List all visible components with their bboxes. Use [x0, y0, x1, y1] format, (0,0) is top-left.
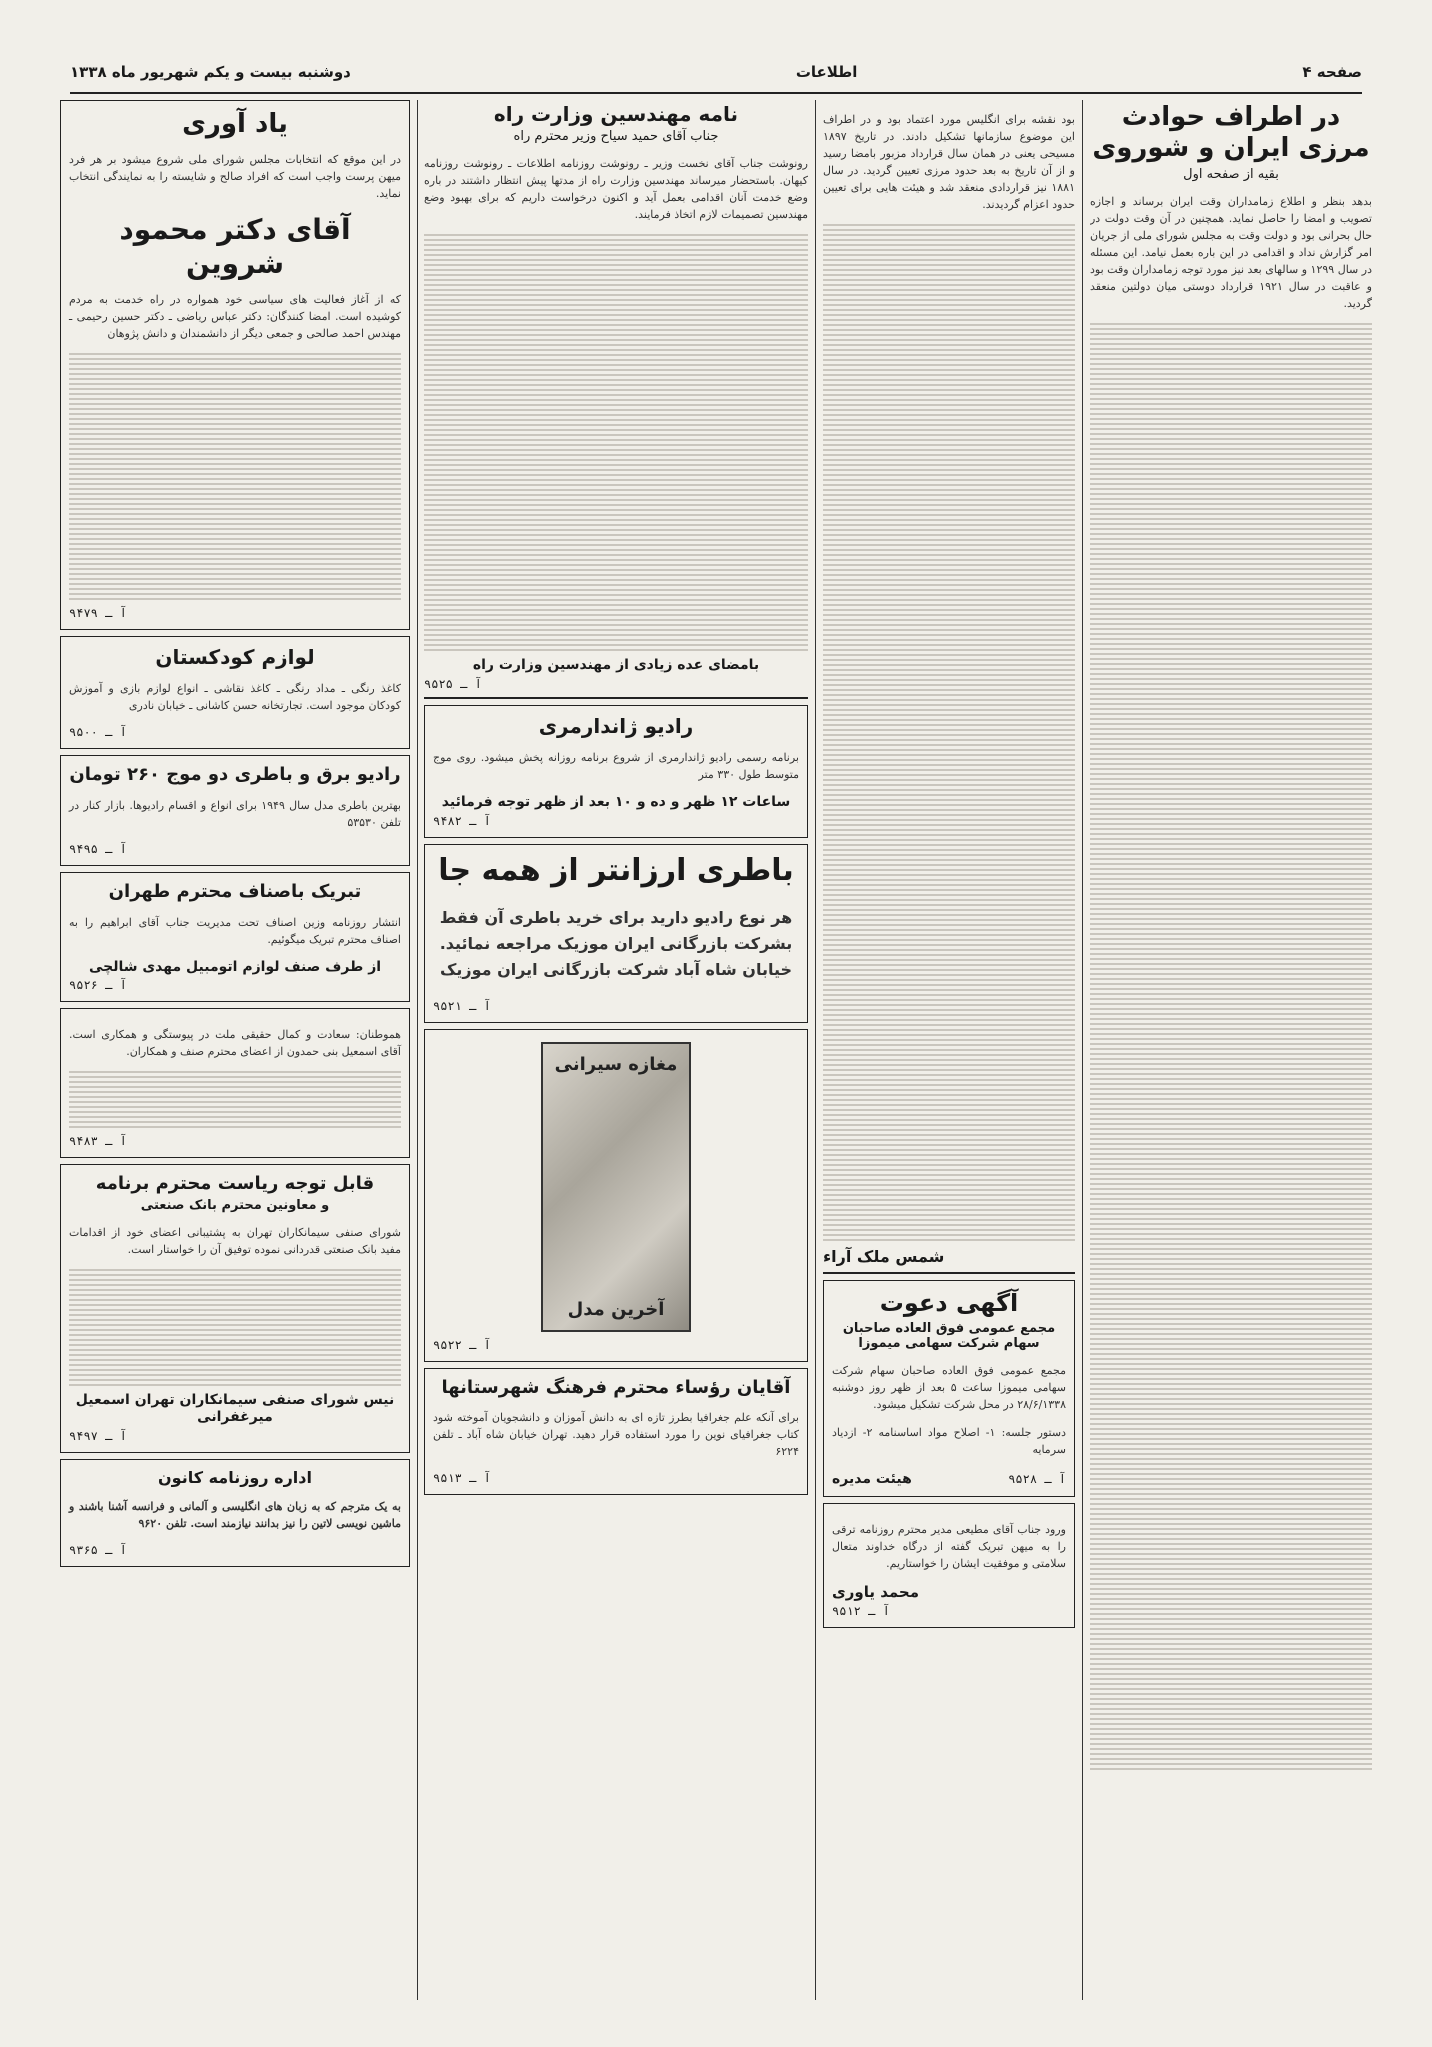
article-signature: شمس ملک آراء: [823, 1247, 945, 1266]
kindergarten-title: لوازم کودکستان: [155, 645, 315, 670]
notice-subtitle: مجمع عمومی فوق العاده صاحبان سهام شرکت سهامی میموزا: [842, 1320, 1056, 1351]
radio-ref: آ ـ ۹۴۸۲: [433, 813, 491, 828]
kanoon-ref: آ ـ ۹۳۶۵: [69, 1542, 127, 1557]
column-right: [1090, 100, 1372, 1776]
education-body: برای آنکه علم جغرافیا بطرز تازه ای به دانش آموزان و دانشجویان آموخته شود کتاب جغرافیای نوین را مورد استفاده قرار دهید. تهران خیابان شاه آباد ـ تلفن ۶۲۲۴: [433, 1411, 799, 1459]
bank-ad-title: قابل توجه ریاست محترم برنامه: [95, 1173, 375, 1195]
guild-congrats-body: انتشار روزنامه وزین اصناف تحت مدیریت جناب آقای ابراهیم را به اصناف محترم تبریک میگوئیم.: [69, 915, 401, 946]
bank-ad-lines: [69, 1269, 401, 1389]
battery-ad: [424, 844, 808, 1023]
reminder-body: در این موقع که انتخابات مجلس شورای ملی شروع میشود بر هر فرد میهن پرست واجب است که افراد صالح و شایسته را به نمایندگی انتخاب نماید.: [69, 153, 401, 201]
column-second: [823, 100, 1075, 1634]
divider: [823, 1272, 1075, 1274]
column-third: [424, 100, 808, 1501]
candidate-name: آقای دکتر محمود شروین: [119, 213, 351, 280]
congrats-body: ورود جناب آقای مطیعی مدیر محترم روزنامه ترقی را به میهن تبریک گفته از درگاه خداوند متعال سلامتی و موفقیت ایشان را خواستاریم.: [832, 1522, 1066, 1570]
education-ad: [424, 1368, 808, 1496]
radio-ad: [424, 705, 808, 838]
kanoon-title: اداره روزنامه کانون: [158, 1467, 312, 1487]
education-title: آقایان رؤساء محترم فرهنگ شهرستانها: [441, 1376, 791, 1398]
advert-image: [541, 1042, 691, 1332]
reminder-body-2: که از آغاز فعالیت های سیاسی خود همواره در راه خدمت به مردم کوشیده است. امضا کنندگان: دکتر عباس ریاضی ـ دکتر حسین رحیمی ـ مهندس احمد صالحی و جمعی دیگر از دانشمندان و دانش پژوهان: [69, 293, 401, 341]
notice-body: مجمع عمومی فوق العاده صاحبان سهام شرکت سهامی میموزا ساعت ۵ بعد از ظهر روز دوشنبه ۲۸/۶/۱۳۳۸ در محل شرکت تشکیل میشود.: [832, 1363, 1066, 1411]
congrats-box: [823, 1503, 1075, 1628]
radio-battery-ref: آ ـ ۹۴۹۵: [69, 841, 127, 856]
congrats-sign: محمد یاوری: [832, 1582, 920, 1601]
guild-congrats-title: تبریک باصناف محترم طهران: [108, 880, 362, 902]
continued-note: بقیه از صفحه اول: [1183, 167, 1279, 183]
page-number: صفحه ۴: [1302, 63, 1362, 81]
article-body: بدهد بنظر و اطلاع زمامداران وقت ایران برساند و اجازه تصویب و امضا را حاصل نماید. همچنین در آن وقت دولت در حال بحرانی بود و دولت وقت به مجلس شورای ملی از جریان امر گزارش نداد و اقدامی در این باره بعمل نیامد. این مسئله در سال ۱۲۹۹ و سالهای بعد نیز مورد توجه زمامداران وقت بود و عاقبت در سال ۱۹۲۱ قرارداد دوستی میان دولتین منعقد گردید.: [1090, 195, 1372, 311]
article-body-continued: بود نقشه برای انگلیس مورد اعتماد بود و در اطراف این موضوع سازمانها تشکیل دادند. در تاریخ ۱۸۹۷ مسیحی یعنی در همان سال قرارداد مزبور بامضا رسید و از آن تاریخ به بعد حدود مرزی تعیین گردید. در سال ۱۸۸۱ نیز قراردادی منعقد شد و هیئت هایی برای تعیین حدود اعزام گردیدند.: [823, 113, 1075, 211]
column-rule: [815, 100, 816, 2000]
photo-ref: آ ـ ۹۵۲۲: [433, 1337, 491, 1352]
guild-congrats-ad: [60, 872, 410, 1002]
letter-addressee: جناب آقای حمید سیاح وزیر محترم راه: [513, 129, 719, 144]
reminder-ad: [60, 100, 410, 630]
radio-battery-ad: [60, 755, 410, 866]
radio-battery-title: رادیو برق و باطری دو موج ۲۶۰ تومان: [69, 764, 401, 786]
kindergarten-ref: آ ـ ۹۵۰۰: [69, 725, 127, 740]
column-rule: [1082, 100, 1083, 2000]
compatriots-ref: آ ـ ۹۴۸۳: [69, 1134, 127, 1149]
letter-text-lines: [424, 234, 808, 654]
kanoon-body: به یک مترجم که به زبان های انگلیسی و آلمانی و فرانسه آشنا باشند و ماشین نویسی لاتین را نیز بدانند نیازمند است. تلفن ۹۶۲۰: [69, 1499, 401, 1530]
column-left: [60, 100, 410, 1573]
letter-body: رونوشت جناب آقای نخست وزیر ـ رونوشت روزنامه اطلاعات ـ رونوشت روزنامه کیهان. باستحضار میرساند مهندسین وزارت راه از مدتها پیش انتظار داشتند در باره وضع خدمت آنان اقدامی بعمل آید و اکنون درخواست داریم که برای بهبود وضع مهندسین تصمیمات لازم اتخاذ فرمایند.: [424, 157, 808, 221]
compatriots-lines: [69, 1071, 401, 1131]
guild-congrats-sign: از طرف صنف لوازم اتومبیل مهدی شالچی: [88, 958, 382, 975]
article-text-lines: [1090, 323, 1372, 1773]
paper-name: اطلاعات: [795, 63, 858, 81]
headline: در اطراف حوادث مرزی ایران و شوروی: [1092, 102, 1370, 164]
compatriots-ad: [60, 1008, 410, 1158]
bank-ad: [60, 1164, 410, 1452]
radio-hours: ساعات ۱۲ ظهر و ده و ۱۰ بعد از ظهر توجه فرمائید: [441, 793, 791, 810]
masthead: [70, 52, 1362, 94]
notice-title: آگهی دعوت: [879, 1289, 1019, 1318]
notice-agenda: دستور جلسه: ۱- اصلاح مواد اساسنامه ۲- ازدیاد سرمایه: [832, 1425, 1066, 1456]
radio-battery-body: بهترین باطری مدل سال ۱۹۴۹ برای انواع و اقسام رادیوها. بازار کنار در تلفن ۵۳۵۳۰: [69, 798, 401, 829]
notice-box: [823, 1280, 1075, 1497]
column-rule: [417, 100, 418, 2000]
bank-ad-ref: آ ـ ۹۴۹۷: [69, 1428, 127, 1443]
photo-text-top: مغازه سیرانی: [554, 1053, 678, 1075]
signatories-lines: [69, 353, 401, 603]
battery-title: باطری ارزانتر از همه جا: [438, 852, 794, 888]
bank-ad-body: شورای صنفی سیمانکاران تهران به پشتیبانی اعضای خود از اقدامات مفید بانک صنعتی قدردانی نموده توفیق آن را خواستار است.: [69, 1225, 401, 1256]
radio-title: رادیو ژاندارمری: [538, 713, 694, 738]
letter-title: نامه مهندسین وزارت راه: [493, 102, 739, 126]
battery-ref: آ ـ ۹۵۲۱: [433, 998, 491, 1013]
congrats-ref: آ ـ ۹۵۱۲: [832, 1603, 890, 1618]
reminder-ref: آ ـ ۹۴۷۹: [69, 606, 127, 621]
kanoon-ad: [60, 1459, 410, 1567]
notice-sign: هیئت مدیره: [832, 1470, 912, 1487]
reminder-title: یاد آوری: [182, 109, 288, 139]
kindergarten-body: کاغذ رنگی ـ مداد رنگی ـ کاغذ نقاشی ـ انواع لوازم بازی و آموزش کودکان موجود است. تجارتخانه حسن کاشانی ـ خیابان نادری: [69, 682, 401, 713]
letter-signature: بامضای عده زیادی از مهندسین وزارت راه: [472, 657, 760, 673]
photo-ad: [424, 1029, 808, 1362]
kindergarten-ad: [60, 636, 410, 749]
divider: [424, 697, 808, 699]
bank-ad-sign: نیس شورای صنفی سیمانکاران تهران اسمعیل میرغفرانی: [75, 1391, 395, 1425]
article-text-lines: [823, 224, 1075, 1244]
issue-date: دوشنبه بیست و یکم شهریور ماه ۱۳۳۸: [70, 63, 351, 81]
bank-ad-subtitle: و معاونین محترم بانک صنعتی: [140, 1197, 330, 1213]
battery-body: هر نوع رادیو دارید برای خرید باطری آن فقط بشرکت بازرگانی ایران موزیک مراجعه نمائید. خیابان شاه آباد شرکت بازرگانی ایران موزیک: [439, 907, 793, 979]
photo-text-bottom: آخرین مدل: [567, 1298, 665, 1320]
notice-ref: آ ـ ۹۵۲۸: [1008, 1471, 1066, 1486]
guild-congrats-ref: آ ـ ۹۵۲۶: [69, 978, 127, 993]
radio-body: برنامه رسمی رادیو ژاندارمری از شروع برنامه روزانه پخش میشود. روی موج متوسط طول ۳۳۰ متر: [433, 750, 799, 781]
compatriots-body: هموطنان: سعادت و کمال حقیقی ملت در پیوستگی و همکاری است. آقای اسمعیل بنی حمدون از اعضای محترم صنف و همکاران.: [69, 1028, 401, 1059]
letter-ref: آ ـ ۹۵۲۵: [424, 676, 482, 691]
education-ref: آ ـ ۹۵۱۳: [433, 1471, 491, 1486]
